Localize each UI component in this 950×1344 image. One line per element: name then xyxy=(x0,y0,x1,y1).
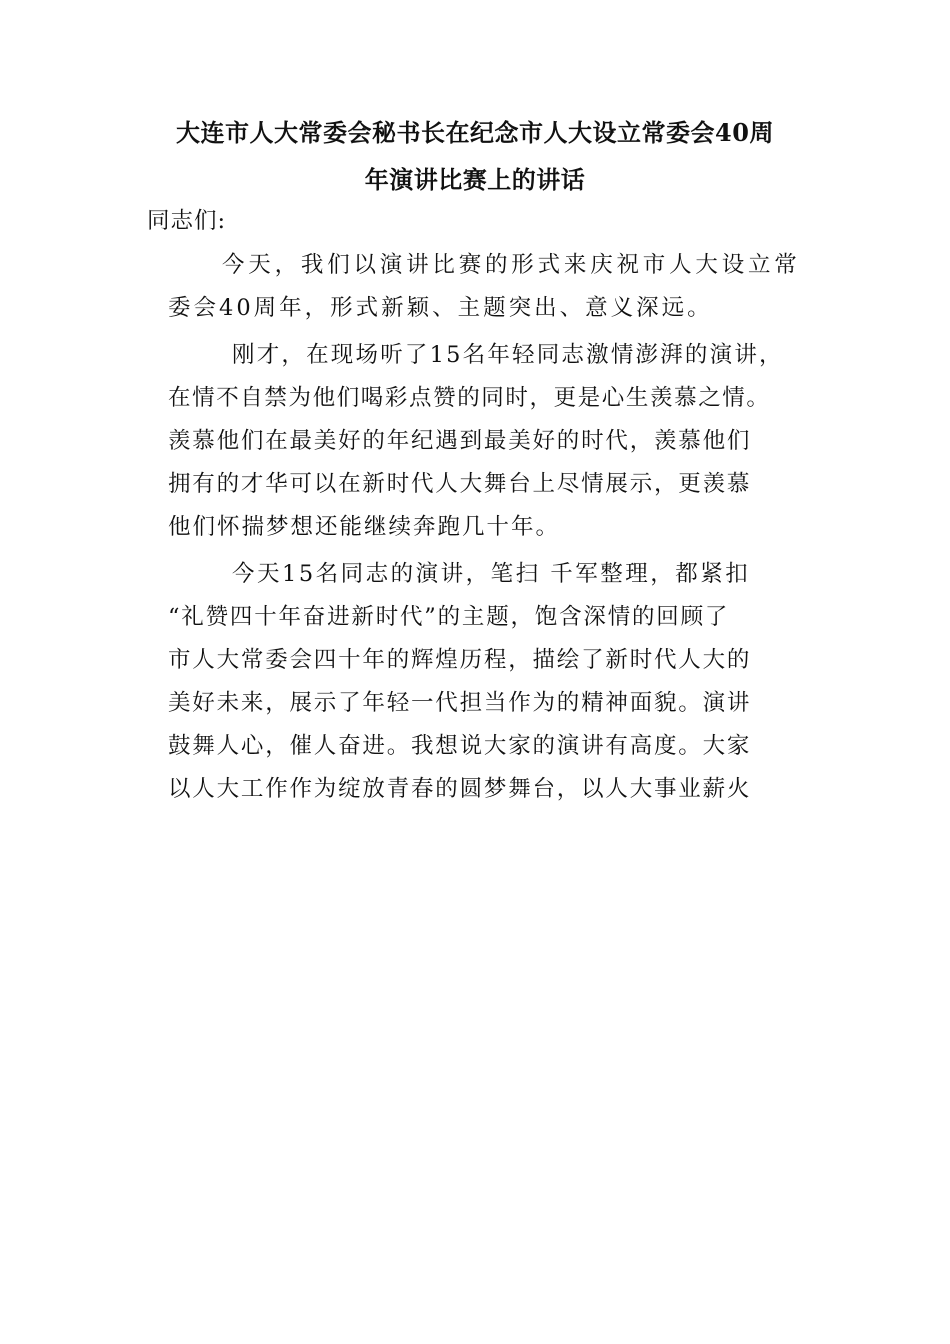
document-title-line-2: 年演讲比赛上的讲话 xyxy=(364,165,586,194)
paragraph-3-line-3: 市人大常委会四十年的辉煌历程，描绘了新时代人大的 xyxy=(168,647,752,673)
paragraph-3-line-6: 以人大工作作为绽放青春的圆梦舞台，以人大事业薪火 xyxy=(168,776,752,802)
document-title-line-1: 大连市人大常委会秘书长在纪念市人大设立常委会40周 xyxy=(176,118,774,147)
paragraph-2-line-5: 他们怀揣梦想还能继续奔跑几十年。 xyxy=(168,514,561,540)
paragraph-1-line-2: 委会40周年，形式新颖、主题突出、意义深远。 xyxy=(168,295,713,321)
paragraph-2-line-4: 拥有的才华可以在新时代人大舞台上尽情展示，更羡慕 xyxy=(168,471,752,497)
paragraph-1-line-1: 今天，我们以演讲比赛的形式来庆祝市人大设立常 xyxy=(222,252,801,278)
paragraph-3-line-5: 鼓舞人心，催人奋进。我想说大家的演讲有高度。大家 xyxy=(168,733,752,759)
paragraph-2-line-3: 羡慕他们在最美好的年纪遇到最美好的时代，羡慕他们 xyxy=(168,428,752,454)
paragraph-2-line-1: 刚才，在现场听了15名年轻同志激情澎湃的演讲， xyxy=(232,342,784,368)
paragraph-3-line-4: 美好未来，展示了年轻一代担当作为的精神面貌。演讲 xyxy=(168,690,752,716)
paragraph-2-line-2: 在情不自禁为他们喝彩点赞的同时，更是心生羡慕之情。 xyxy=(168,385,771,411)
paragraph-3-line-1: 今天15名同志的演讲，笔扫 千军整理，都紧扣 xyxy=(232,561,751,587)
paragraph-3-line-2: “礼赞四十年奋进新时代”的主题，饱含深情的回顾了 xyxy=(168,604,730,630)
salutation: 同志们: xyxy=(147,208,227,234)
